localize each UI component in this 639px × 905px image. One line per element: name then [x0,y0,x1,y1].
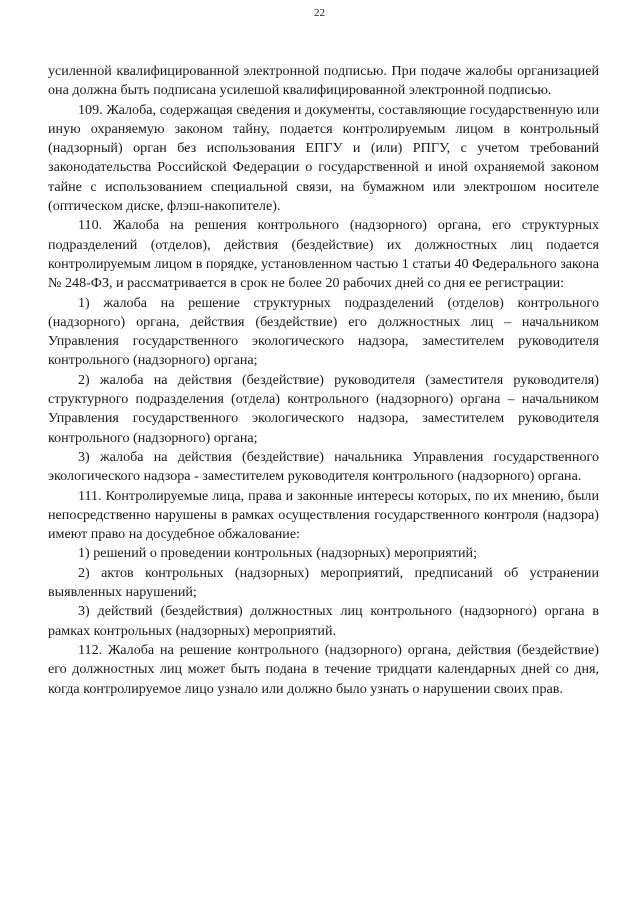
paragraph-110-item-2: 2) жалоба на действия (бездействие) руководителя (заместителя руководителя) структурного подразделения (отдела) контрольного (надзорного) органа – начальником Управления государственного экологического надзора, заместителем руководителя контрольного (надзорного) органа; [48,371,599,446]
paragraph-111-item-1: 1) решений о проведении контрольных (надзорных) мероприятий; [78,545,477,562]
paragraph-111: 111. Контролируемые лица, права и законные интересы которых, по их мнению, были непосредственно нарушены в рамках осуществления государственного контроля (надзора) имеют право на досудебное обжалование: [48,487,599,543]
paragraph-110: 110. Жалоба на решения контрольного (надзорного) органа, его структурных подразделений (отделов), действия (бездействие) их должностных лиц подается контролируемым лицом в порядке, установленном частью 1 статьи 40 Федерального закона № 248-ФЗ, и рассматривается в срок не более 20 рабочих дней со дня ее регистрации: [48,217,599,292]
paragraph-111-item-3: 3) действий (бездействия) должностных лиц контрольного (надзорного) органа в рамках контрольных (надзорных) мероприятий. [48,603,599,639]
document-body [48,62,599,699]
paragraph-110-item-3: 3) жалоба на действия (бездействие) начальника Управления государственного экологического надзора - заместителем руководителя контрольного (надзорного) органа. [48,448,599,485]
page-number: 22 [314,7,325,19]
paragraph-110-item-1: 1) жалоба на решение структурных подразделений (отделов) контрольного (надзорного) органа, действия (бездействие) его должностных лиц – начальником Управления государственного экологического надзора, заместителем руководителя контрольного (надзорного) органа; [48,294,599,369]
paragraph-continuation: усиленной квалифицированной электронной подписью. При подаче жалобы организацией она должна быть подписана усилешой квалифицированной электронной подписью. [48,63,599,99]
paragraph-112: 112. Жалоба на решение контрольного (надзорного) органа, действия (бездействие) его должностных лиц может быть подана в течение тридцати календарных дней со дня, когда контролируемое лицо узнало или должно было узнать о нарушении своих прав. [48,641,599,697]
paragraph-111-item-2: 2) актов контрольных (надзорных) мероприятий, предписаний об устранении выявленных нарушений; [48,564,599,601]
paragraph-109: 109. Жалоба, содержащая сведения и документы, составляющие государственную или иную охраняемую законом тайну, подается контролируемым лицом в контрольный (надзорный) орган без использования ЕПГУ и (или) РПГУ, с учетом требований законодательства Российской Федерации о государственной и иной охраняемой законом тайне с использованием специальной связи, на бумажном или электрошом носителе (оптическом диске, флэш-накопителе). [48,101,599,215]
